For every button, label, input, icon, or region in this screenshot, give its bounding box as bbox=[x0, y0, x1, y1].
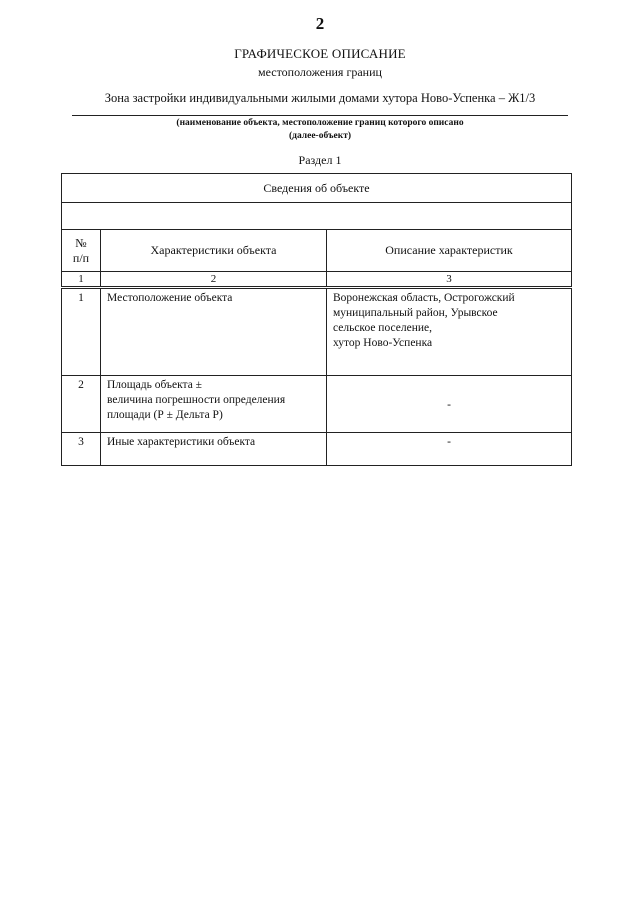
description-line: Воронежская область, Острогожский bbox=[333, 292, 515, 304]
table-column-header-row bbox=[62, 230, 572, 272]
column-header-index-line-1: № bbox=[75, 235, 87, 250]
table-column-number-row bbox=[62, 272, 572, 288]
row-characteristic bbox=[101, 376, 327, 433]
table-blank-cell bbox=[62, 203, 572, 230]
column-header-index-line-2: п/п bbox=[72, 250, 90, 265]
object-name-underline bbox=[72, 115, 568, 116]
characteristic-line: Иные характеристики объекта bbox=[107, 436, 256, 448]
column-number-3: 3 bbox=[327, 272, 572, 288]
characteristic-line: Местоположение объекта bbox=[107, 292, 233, 304]
document-title: ГРАФИЧЕСКОЕ ОПИСАНИЕ bbox=[234, 46, 406, 61]
characteristic-line: Площадь объекта ± bbox=[107, 379, 202, 391]
table-row bbox=[62, 433, 572, 466]
section-title: Раздел 1 bbox=[298, 153, 342, 167]
table-header: Сведения об объекте bbox=[62, 174, 572, 203]
description-line: - bbox=[447, 398, 451, 411]
table-row bbox=[62, 288, 572, 376]
object-name-caption-line-2: (далее-объект) bbox=[288, 131, 352, 141]
table-row bbox=[62, 376, 572, 433]
description-line: хутор Ново-Успенка bbox=[333, 337, 433, 349]
row-description bbox=[327, 288, 572, 376]
characteristic-line: площади (Р ± Дельта Р) bbox=[107, 409, 223, 421]
row-index: 1 bbox=[62, 288, 101, 376]
document-subtitle: местоположения границ bbox=[258, 65, 382, 79]
column-header-description: Описание характеристик bbox=[327, 230, 572, 272]
column-header-index bbox=[62, 230, 101, 272]
description-line: сельское поселение, bbox=[333, 322, 432, 334]
page-number: 2 bbox=[315, 14, 325, 33]
table-header-row bbox=[62, 174, 572, 203]
row-description bbox=[327, 433, 572, 466]
column-number-1: 1 bbox=[62, 272, 101, 288]
characteristic-line: величина погрешности определения bbox=[107, 394, 286, 406]
description-line: - bbox=[447, 436, 451, 448]
row-index: 3 bbox=[62, 433, 101, 466]
column-header-characteristics: Характеристики объекта bbox=[101, 230, 327, 272]
description-line: муниципальный район, Урывское bbox=[333, 307, 498, 319]
column-number-2: 2 bbox=[101, 272, 327, 288]
object-name: Зона застройки индивидуальными жилыми домами хутора Ново-Успенка – Ж1/3 bbox=[104, 91, 536, 105]
row-index: 2 bbox=[62, 376, 101, 433]
table-blank-row bbox=[62, 203, 572, 230]
row-characteristic bbox=[101, 288, 327, 376]
object-name-caption-line-1: (наименование объекта, местоположение границ которого описано bbox=[176, 118, 464, 128]
row-characteristic bbox=[101, 433, 327, 466]
row-description bbox=[327, 376, 572, 433]
object-info-table bbox=[61, 173, 572, 466]
